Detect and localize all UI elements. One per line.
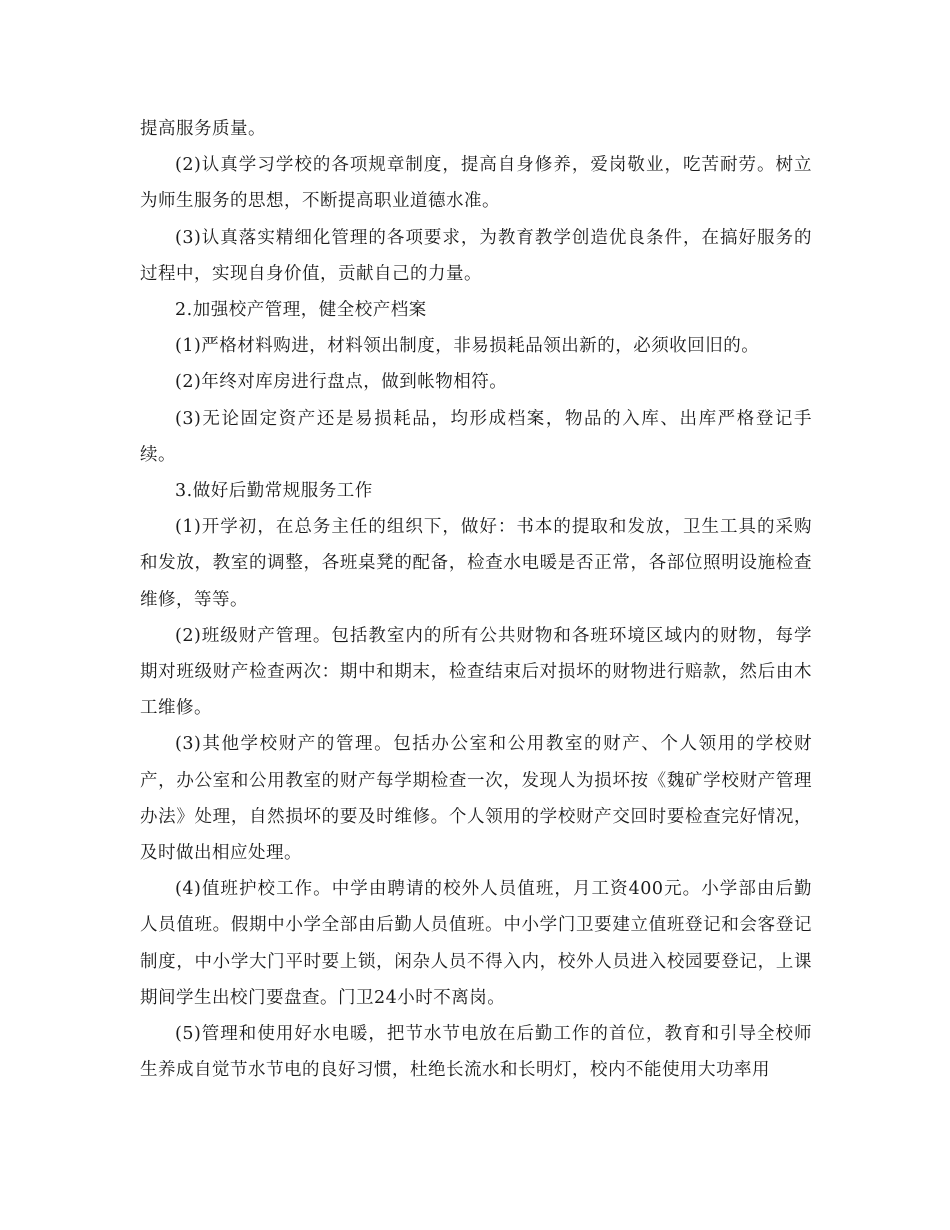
paragraph-item-3-3: (3)其他学校财产的管理。包括办公室和公用教室的财产、个人领用的学校财产，办公室和公用教室的财产每学期检查一次，发现人为损坏按《魏矿学校财产管理办法》处理，自然损坏的要及时维修。个人领用的学校财产交回时要检查完好情况，及时做出相应处理。 [140,734,812,864]
paragraph-continuation: 提高服务质量。 [140,119,266,139]
paragraph-item-1-3: (3)认真落实精细化管理的各项要求，为教育教学创造优良条件，在搞好服务的过程中，实现自身价值，贡献自己的力量。 [140,227,812,284]
section-heading-3: 3.做好后勤常规服务工作 [175,481,373,502]
paragraph-item-2-2: (2)年终对库房进行盘点，做到帐物相符。 [175,372,508,393]
paragraph-item-3-4: (4)值班护校工作。中学由聘请的校外人员值班，月工资400元。小学部由后勤人员值班。假期中小学全部由后勤人员值班。中小学门卫要建立值班登记和会客登记制度，中小学大门平时要上锁，闲杂人员不得入内，校外人员进入校园要登记，上课期间学生出校门要盘查。门卫24小时不离岗。 [140,879,812,1008]
section-heading-2: 2.加强校产管理，健全校产档案 [175,300,427,321]
document-body [140,111,812,1088]
paragraph-item-3-2: (2)班级财产管理。包括教室内的所有公共财物和各班环境区域内的财物，每学期对班级财产检查两次：期中和期末，检查结束后对损坏的财物进行赔款，然后由木工维修。 [140,625,812,719]
paragraph-item-1-2: (2)认真学习学校的各项规章制度，提高自身修养，爱岗敬业，吃苦耐劳。树立为师生服务的思想，不断提高职业道德水准。 [140,155,812,212]
paragraph-item-2-1: (1)严格材料购进，材料领出制度，非易损耗品领出新的，必须收回旧的。 [175,336,760,357]
paragraph-item-3-5: (5)管理和使用好水电暖，把节水节电放在后勤工作的首位，教育和引导全校师生养成自觉节水节电的良好习惯，杜绝长流水和长明灯，校内不能使用大功率用 [140,1024,812,1081]
paragraph-item-2-3: (3)无论固定资产还是易损耗品，均形成档案，物品的入库、出库严格登记手续。 [140,408,812,465]
paragraph-item-3-1: (1)开学初，在总务主任的组织下，做好：书本的提取和发放，卫生工具的采购和发放，教室的调整，各班桌凳的配备，检查水电暖是否正常，各部位照明设施检查维修，等等。 [140,517,812,610]
